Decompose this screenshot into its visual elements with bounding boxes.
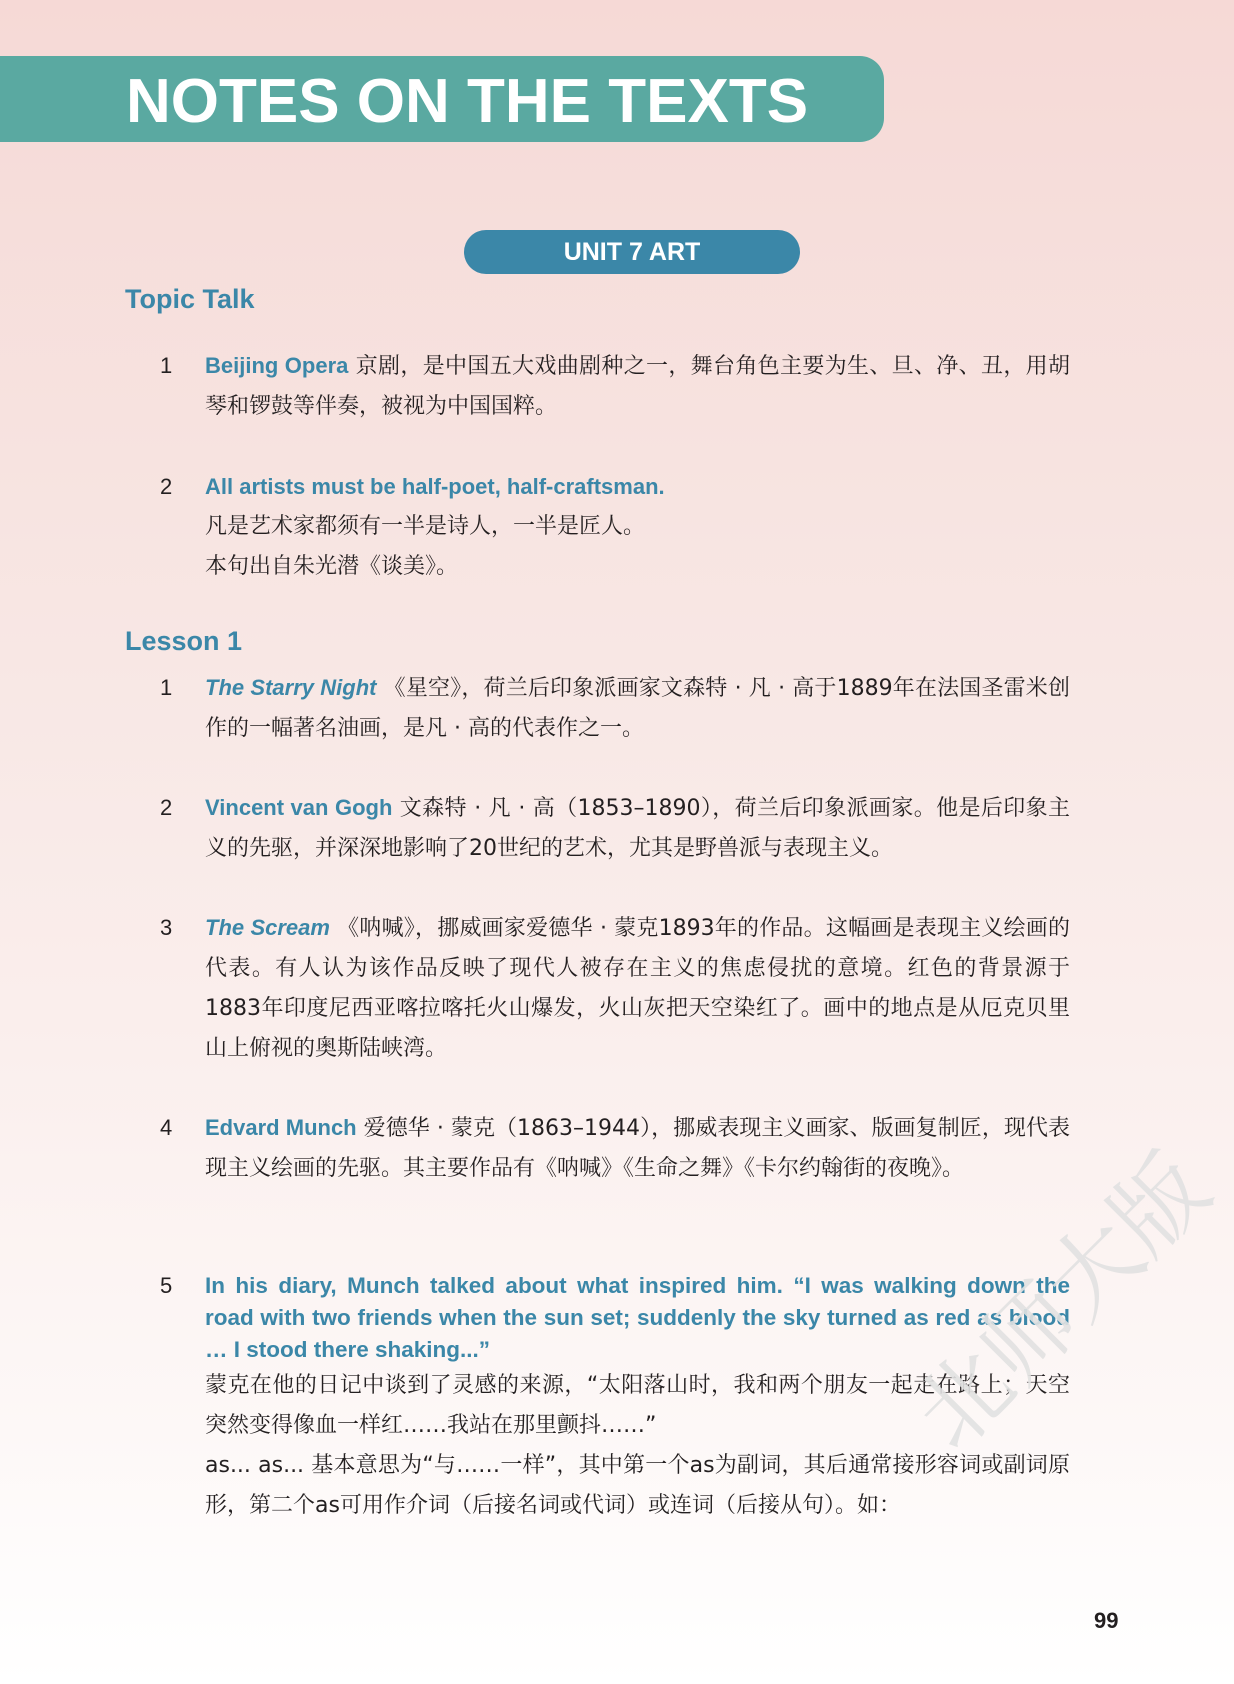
- note-explanation: as... as... 基本意思为“与……一样”，其中第一个as为副词，其后通常接形容词或副词原形，第二个as可用作介词（后接名词或代词）或连词（后接从句）。如：: [205, 1453, 1070, 1518]
- note-number: 4: [160, 1115, 173, 1140]
- note-term: The Starry Night: [205, 675, 377, 700]
- note-item: [160, 668, 1070, 749]
- unit-badge: UNIT 7 ART: [464, 230, 800, 274]
- note-item: [160, 1108, 1070, 1189]
- note-text: 《呐喊》，挪威画家爱德华 · 蒙克1893年的作品。这幅画是表现主义绘画的代表。有人认为该作品反映了现代人被存在主义的焦虑侵扰的意境。红色的背景源于1883年印度尼西亚喀拉喀托火山爆发，火山灰把天空染红了。画中的地点是从厄克贝里山上俯视的奥斯陆峡湾。: [205, 916, 1070, 1061]
- note-text: 京剧，是中国五大戏曲剧种之一，舞台角色主要为生、旦、净、丑，用胡琴和锣鼓等伴奏，被视为中国国粹。: [205, 354, 1070, 419]
- note-term: The Scream: [205, 915, 330, 940]
- note-body: [205, 467, 1070, 587]
- note-term: All artists must be half-poet, half-craftsman.: [205, 474, 665, 499]
- note-body: [205, 346, 1070, 427]
- note-term: Edvard Munch: [205, 1115, 357, 1140]
- note-text: 本句出自朱光潜《谈美》。: [205, 554, 459, 579]
- note-text: 凡是艺术家都须有一半是诗人，一半是匠人。: [205, 514, 646, 539]
- note-item: [160, 467, 1070, 587]
- note-body: [205, 1108, 1070, 1189]
- note-number: 2: [160, 795, 173, 820]
- note-item: [160, 788, 1070, 869]
- note-number: 2: [160, 474, 173, 499]
- publisher-watermark: 北师大版: [894, 1133, 1231, 1470]
- note-item: [160, 346, 1070, 427]
- section-heading-lesson-1: Lesson 1: [125, 626, 243, 656]
- page-number: 99: [1094, 1608, 1119, 1633]
- note-term: Vincent van Gogh: [205, 795, 393, 820]
- note-number: 5: [160, 1273, 173, 1298]
- note-text: 《星空》，荷兰后印象派画家文森特 · 凡 · 高于1889年在法国圣雷米创作的一幅著名油画，是凡 · 高的代表作之一。: [205, 676, 1070, 741]
- note-number: 1: [160, 353, 173, 378]
- page-title: NOTES ON THE TEXTS: [126, 67, 809, 136]
- note-text: 爱德华 · 蒙克（1863–1944），挪威表现主义画家、版画复制匠，现代表现主义绘画的先驱。其主要作品有《呐喊》《生命之舞》《卡尔约翰街的夜晚》。: [205, 1116, 1070, 1181]
- note-translation: 蒙克在他的日记中谈到了灵感的来源，“太阳落山时，我和两个朋友一起走在路上；天空突然变得像血一样红……我站在那里颤抖……”: [205, 1373, 1070, 1438]
- note-text: 文森特 · 凡 · 高（1853–1890），荷兰后印象派画家。他是后印象主义的先驱，并深深地影响了20世纪的艺术，尤其是野兽派与表现主义。: [205, 796, 1070, 861]
- note-item: [160, 908, 1070, 1069]
- note-quote: In his diary, Munch talked about what inspired him. “I was walking down the road with two friends when the sun set; suddenly the sky turned as red as blood … I stood there shaking...”: [205, 1273, 1070, 1362]
- note-number: 3: [160, 915, 173, 940]
- note-term: Beijing Opera: [205, 353, 349, 378]
- note-body: [205, 668, 1070, 749]
- note-body: [205, 788, 1070, 869]
- note-number: 1: [160, 675, 173, 700]
- note-body: [205, 908, 1070, 1069]
- section-heading-topic-talk: Topic Talk: [125, 284, 255, 314]
